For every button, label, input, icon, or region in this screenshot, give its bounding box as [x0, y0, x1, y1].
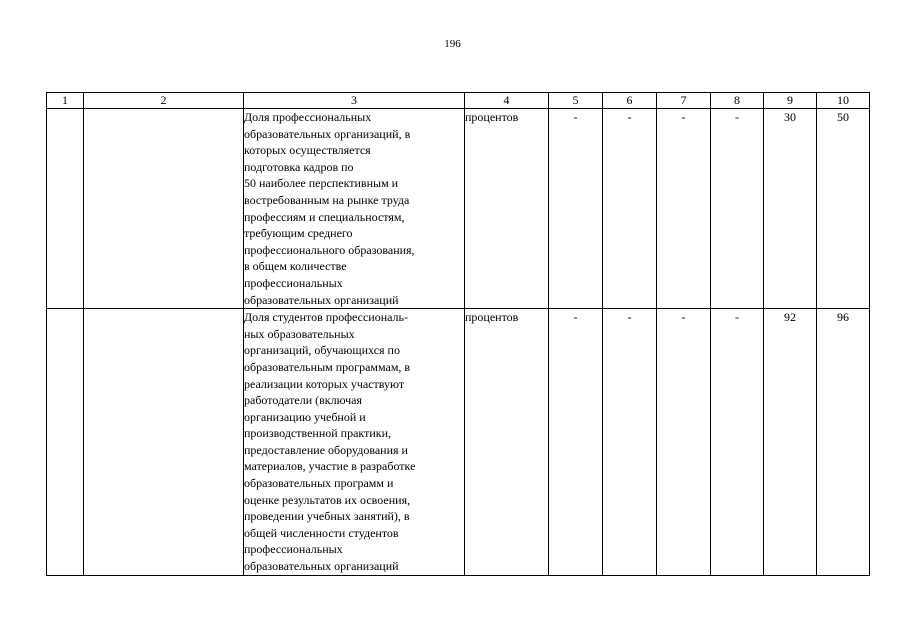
- indicator-line: предоставление оборудования и: [244, 442, 408, 457]
- indicator-line: производственной практики,: [244, 426, 392, 441]
- indicator-line: реализации которых участвуют: [244, 376, 405, 391]
- row-number-cell: [47, 109, 84, 309]
- header-cell-8: 8: [711, 93, 764, 109]
- indicator-line: образовательных организаций: [244, 292, 399, 307]
- value-cell-8: -: [711, 309, 764, 576]
- value-cell-9: 30: [764, 109, 817, 309]
- indicator-line: образовательных программ и: [244, 476, 394, 491]
- indicator-line: профессиям и специальностям,: [244, 209, 405, 224]
- indicator-line: образовательных организаций, в: [244, 126, 411, 141]
- unit-cell: процентов: [465, 309, 549, 576]
- page-number: 196: [444, 38, 461, 50]
- value-cell-9: 92: [764, 309, 817, 576]
- indicator-cell: [244, 109, 465, 309]
- value-cell-5: -: [549, 109, 603, 309]
- indicator-line: Доля студентов профессиональ-: [244, 310, 409, 325]
- indicator-line: Доля профессиональных: [244, 110, 372, 124]
- value-cell-6: -: [603, 309, 657, 576]
- indicator-cell: [244, 309, 465, 576]
- unit-cell: процентов: [465, 109, 549, 309]
- value-cell-10: 96: [817, 309, 870, 576]
- row-number-cell: [47, 309, 84, 576]
- value-cell-7: -: [657, 309, 711, 576]
- indicator-line: проведении учебных занятий), в: [244, 509, 410, 524]
- row-name-cell: [84, 109, 244, 309]
- value-cell-5: -: [549, 309, 603, 576]
- header-cell-5: 5: [549, 93, 603, 109]
- header-cell-1: 1: [47, 93, 84, 109]
- row-name-cell: [84, 309, 244, 576]
- indicator-line: которых осуществляется: [244, 143, 371, 158]
- header-cell-10: 10: [817, 93, 870, 109]
- indicator-line: профессионального образования,: [244, 242, 415, 257]
- indicator-line: профессиональных: [244, 275, 343, 290]
- indicator-line: требующим среднего: [244, 226, 353, 241]
- header-row: [47, 93, 870, 109]
- header-cell-6: 6: [603, 93, 657, 109]
- indicator-line: оценке результатов их освоения,: [244, 492, 411, 507]
- indicator-line: 50 наиболее перспективным и: [244, 176, 399, 191]
- indicator-line: профессиональных: [244, 542, 343, 557]
- value-cell-10: 50: [817, 109, 870, 309]
- indicator-line: материалов, участие в разработке: [244, 459, 416, 474]
- header-cell-7: 7: [657, 93, 711, 109]
- indicator-line: ных образовательных: [244, 326, 355, 341]
- indicator-line: общей численности студентов: [244, 525, 399, 540]
- table-row: [47, 309, 870, 576]
- indicators-table: [46, 92, 870, 576]
- header-cell-9: 9: [764, 93, 817, 109]
- value-cell-8: -: [711, 109, 764, 309]
- indicator-line: организаций, обучающихся по: [244, 343, 400, 358]
- indicator-line: подготовка кадров по: [244, 159, 354, 174]
- header-cell-4: 4: [465, 93, 549, 109]
- indicator-line: востребованным на рынке труда: [244, 192, 410, 207]
- header-cell-3: 3: [244, 93, 465, 109]
- indicator-line: работодатели (включая: [244, 393, 362, 408]
- indicator-line: образовательных организаций: [244, 559, 399, 574]
- header-cell-2: 2: [84, 93, 244, 109]
- table-row: [47, 109, 870, 309]
- indicator-line: образовательным программам, в: [244, 359, 411, 374]
- value-cell-7: -: [657, 109, 711, 309]
- indicator-line: организацию учебной и: [244, 409, 366, 424]
- value-cell-6: -: [603, 109, 657, 309]
- indicator-line: в общем количестве: [244, 259, 347, 274]
